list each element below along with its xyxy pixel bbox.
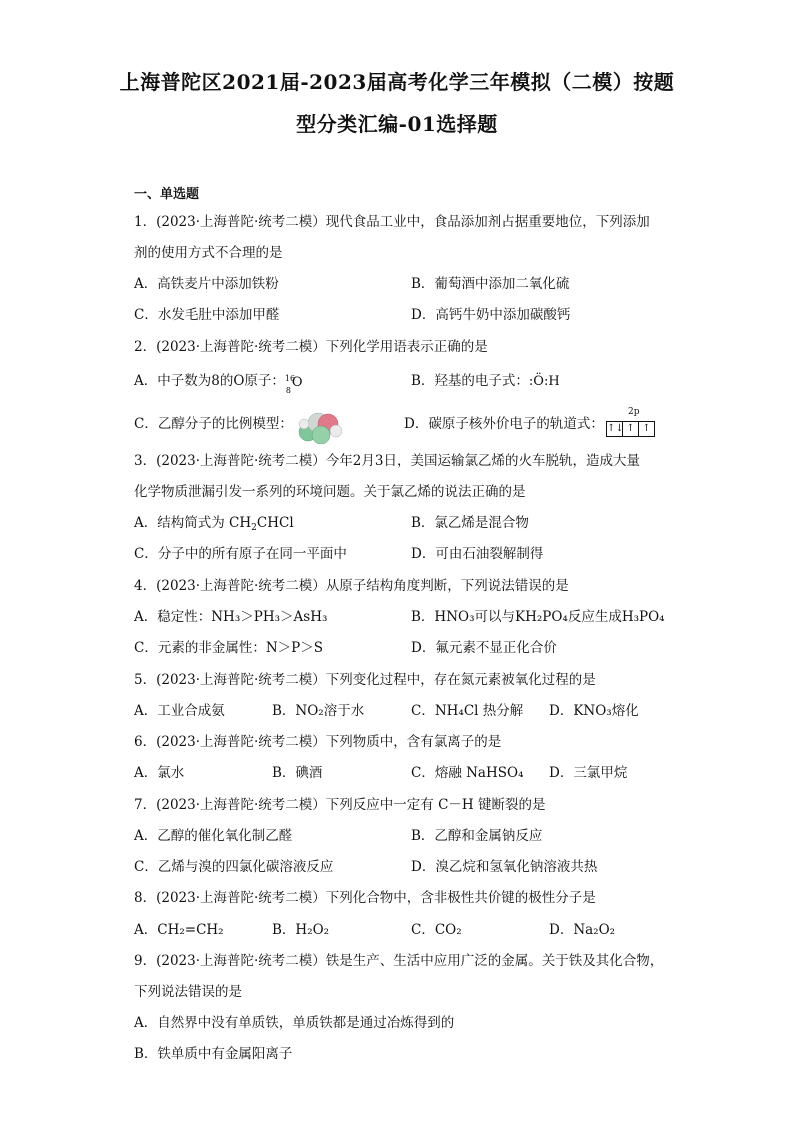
question-2-option-c: C．乙醇分子的比例模型： (134, 416, 293, 432)
question-7-option-c: C．乙烯与溴的四氯化碳溶液反应 (134, 859, 334, 875)
hydroxyl-electron-formula: :Ö:H (528, 374, 560, 389)
question-7-option-a: A．乙醇的催化氧化制乙醛 (134, 828, 293, 844)
question-1-option-c: C．水发毛肚中添加甲醛 (134, 307, 280, 323)
question-2-option-b-text: B．羟基的电子式： (411, 373, 529, 389)
question-4-stem: 4．(2023·上海普陀·统考二模）从原子结构角度判断，下列说法错误的是 (134, 578, 569, 594)
question-1-stem-line1: 1．(2023·上海普陀·统考二模）现代食品工业中，食品添加剂占据重要地位，下列添加 (134, 214, 650, 230)
section-heading: 一、单选题 (134, 187, 200, 202)
question-5-option-d: D．KNO₃熔化 (549, 703, 639, 719)
question-2-stem: 2．(2023·上海普陀·统考二模）下列化学用语表示正确的是 (134, 339, 488, 355)
question-9-stem-line1: 9．(2023·上海普陀·统考二模）铁是生产、生活中应用广泛的金属。关于铁及其化合物， (134, 953, 664, 969)
question-8-option-d: D．Na₂O₂ (549, 922, 616, 938)
question-9-stem-line2: 下列说法错误的是 (134, 984, 242, 1000)
document-title-line2: 型分类汇编-01选择题 (296, 112, 498, 136)
document-title-line1: 上海普陀区2021届-2023届高考化学三年模拟（二模）按题 (119, 70, 675, 94)
orbital-label: 2p (628, 407, 640, 417)
orbital-box-1: ↑↓ (606, 421, 623, 437)
question-4-option-c: C．元素的非金属性：N＞P＞S (134, 640, 323, 656)
question-6-stem: 6．(2023·上海普陀·统考二模）下列物质中，含有氯离子的是 (134, 734, 502, 750)
question-2-option-d: D．碳原子核外价电子的轨道式： (404, 416, 604, 432)
question-5-option-b: B．NO₂溶于水 (272, 703, 365, 719)
question-9-option-b: B．铁单质中有金属阳离子 (134, 1046, 293, 1062)
question-8-option-b: B．H₂O₂ (272, 922, 330, 938)
question-3-stem-line1: 3．(2023·上海普陀·统考二模）今年2月3日，美国运输氯乙烯的火车脱轨，造成大量 (134, 453, 640, 469)
question-1-option-a: A．高铁麦片中添加铁粉 (134, 276, 279, 292)
question-4-option-a: A．稳定性：NH₃＞PH₃＞AsH₃ (134, 609, 328, 625)
question-4-option-d: D．氟元素不显正化合价 (411, 640, 557, 656)
question-6-option-b: B．碘酒 (272, 765, 323, 781)
question-4-option-b: B．HNO₃可以与KH₂PO₄反应生成H₃PO₄ (411, 609, 665, 625)
question-5-option-a: A．工业合成氨 (134, 703, 225, 719)
question-1-option-b: B．葡萄酒中添加二氧化硫 (411, 276, 570, 292)
question-8-stem: 8．(2023·上海普陀·统考二模）下列化合物中，含非极性共价键的极性分子是 (134, 890, 596, 906)
question-6-option-c: C．熔融 NaHSO₄ (411, 765, 524, 781)
question-8-option-a: A．CH₂=CH₂ (134, 922, 224, 938)
question-3-stem-line2: 化学物质泄漏引发一系列的环境问题。关于氯乙烯的说法正确的是 (134, 484, 526, 500)
question-3-option-a-tail: CHCl (256, 515, 294, 531)
question-6-option-a: A．氯水 (134, 765, 185, 781)
question-3-option-a-text: A．结构简式为 CH (134, 515, 252, 531)
question-7-option-b: B．乙醇和金属钠反应 (411, 828, 543, 844)
orbital-box-2: ↑ (622, 421, 639, 437)
question-2-option-a-text: A．中子数为8的O原子： (134, 373, 285, 389)
question-3-option-a: A．结构简式为 $CH_2CHCl$ (134, 515, 294, 533)
question-5-option-c: C．NH₄Cl 热分解 (411, 703, 524, 719)
orbital-diagram (604, 407, 660, 441)
question-3-option-b: B．氯乙烯是混合物 (411, 515, 529, 531)
question-2-option-b (411, 371, 560, 392)
question-1-stem-line2: 剂的使用方式不合理的是 (134, 245, 283, 261)
question-3-option-d: D．可由石油裂解制得 (411, 546, 544, 562)
question-1-option-d: D．高钙牛奶中添加碳酸钙 (411, 307, 571, 323)
ethanol-space-filling-model-image (294, 410, 346, 444)
question-6-option-d: D．三氯甲烷 (549, 765, 628, 781)
question-5-stem: 5．(2023·上海普陀·统考二模）下列变化过程中，存在氮元素被氧化过程的是 (134, 672, 596, 688)
question-2-option-a (134, 371, 303, 395)
question-7-option-d: D．溴乙烷和氢氧化钠溶液共热 (411, 859, 598, 875)
orbital-box-3: ↑ (638, 421, 655, 437)
question-7-stem: 7．(2023·上海普陀·统考二模）下列反应中一定有 C－H 键断裂的是 (134, 797, 546, 813)
question-9-option-a: A．自然界中没有单质铁，单质铁都是通过冶炼得到的 (134, 1015, 455, 1031)
isotope-symbol: 16 8 O (284, 374, 303, 395)
question-3-option-c: C．分子中的所有原子在同一平面中 (134, 546, 347, 562)
question-8-option-c: C．CO₂ (411, 922, 462, 938)
